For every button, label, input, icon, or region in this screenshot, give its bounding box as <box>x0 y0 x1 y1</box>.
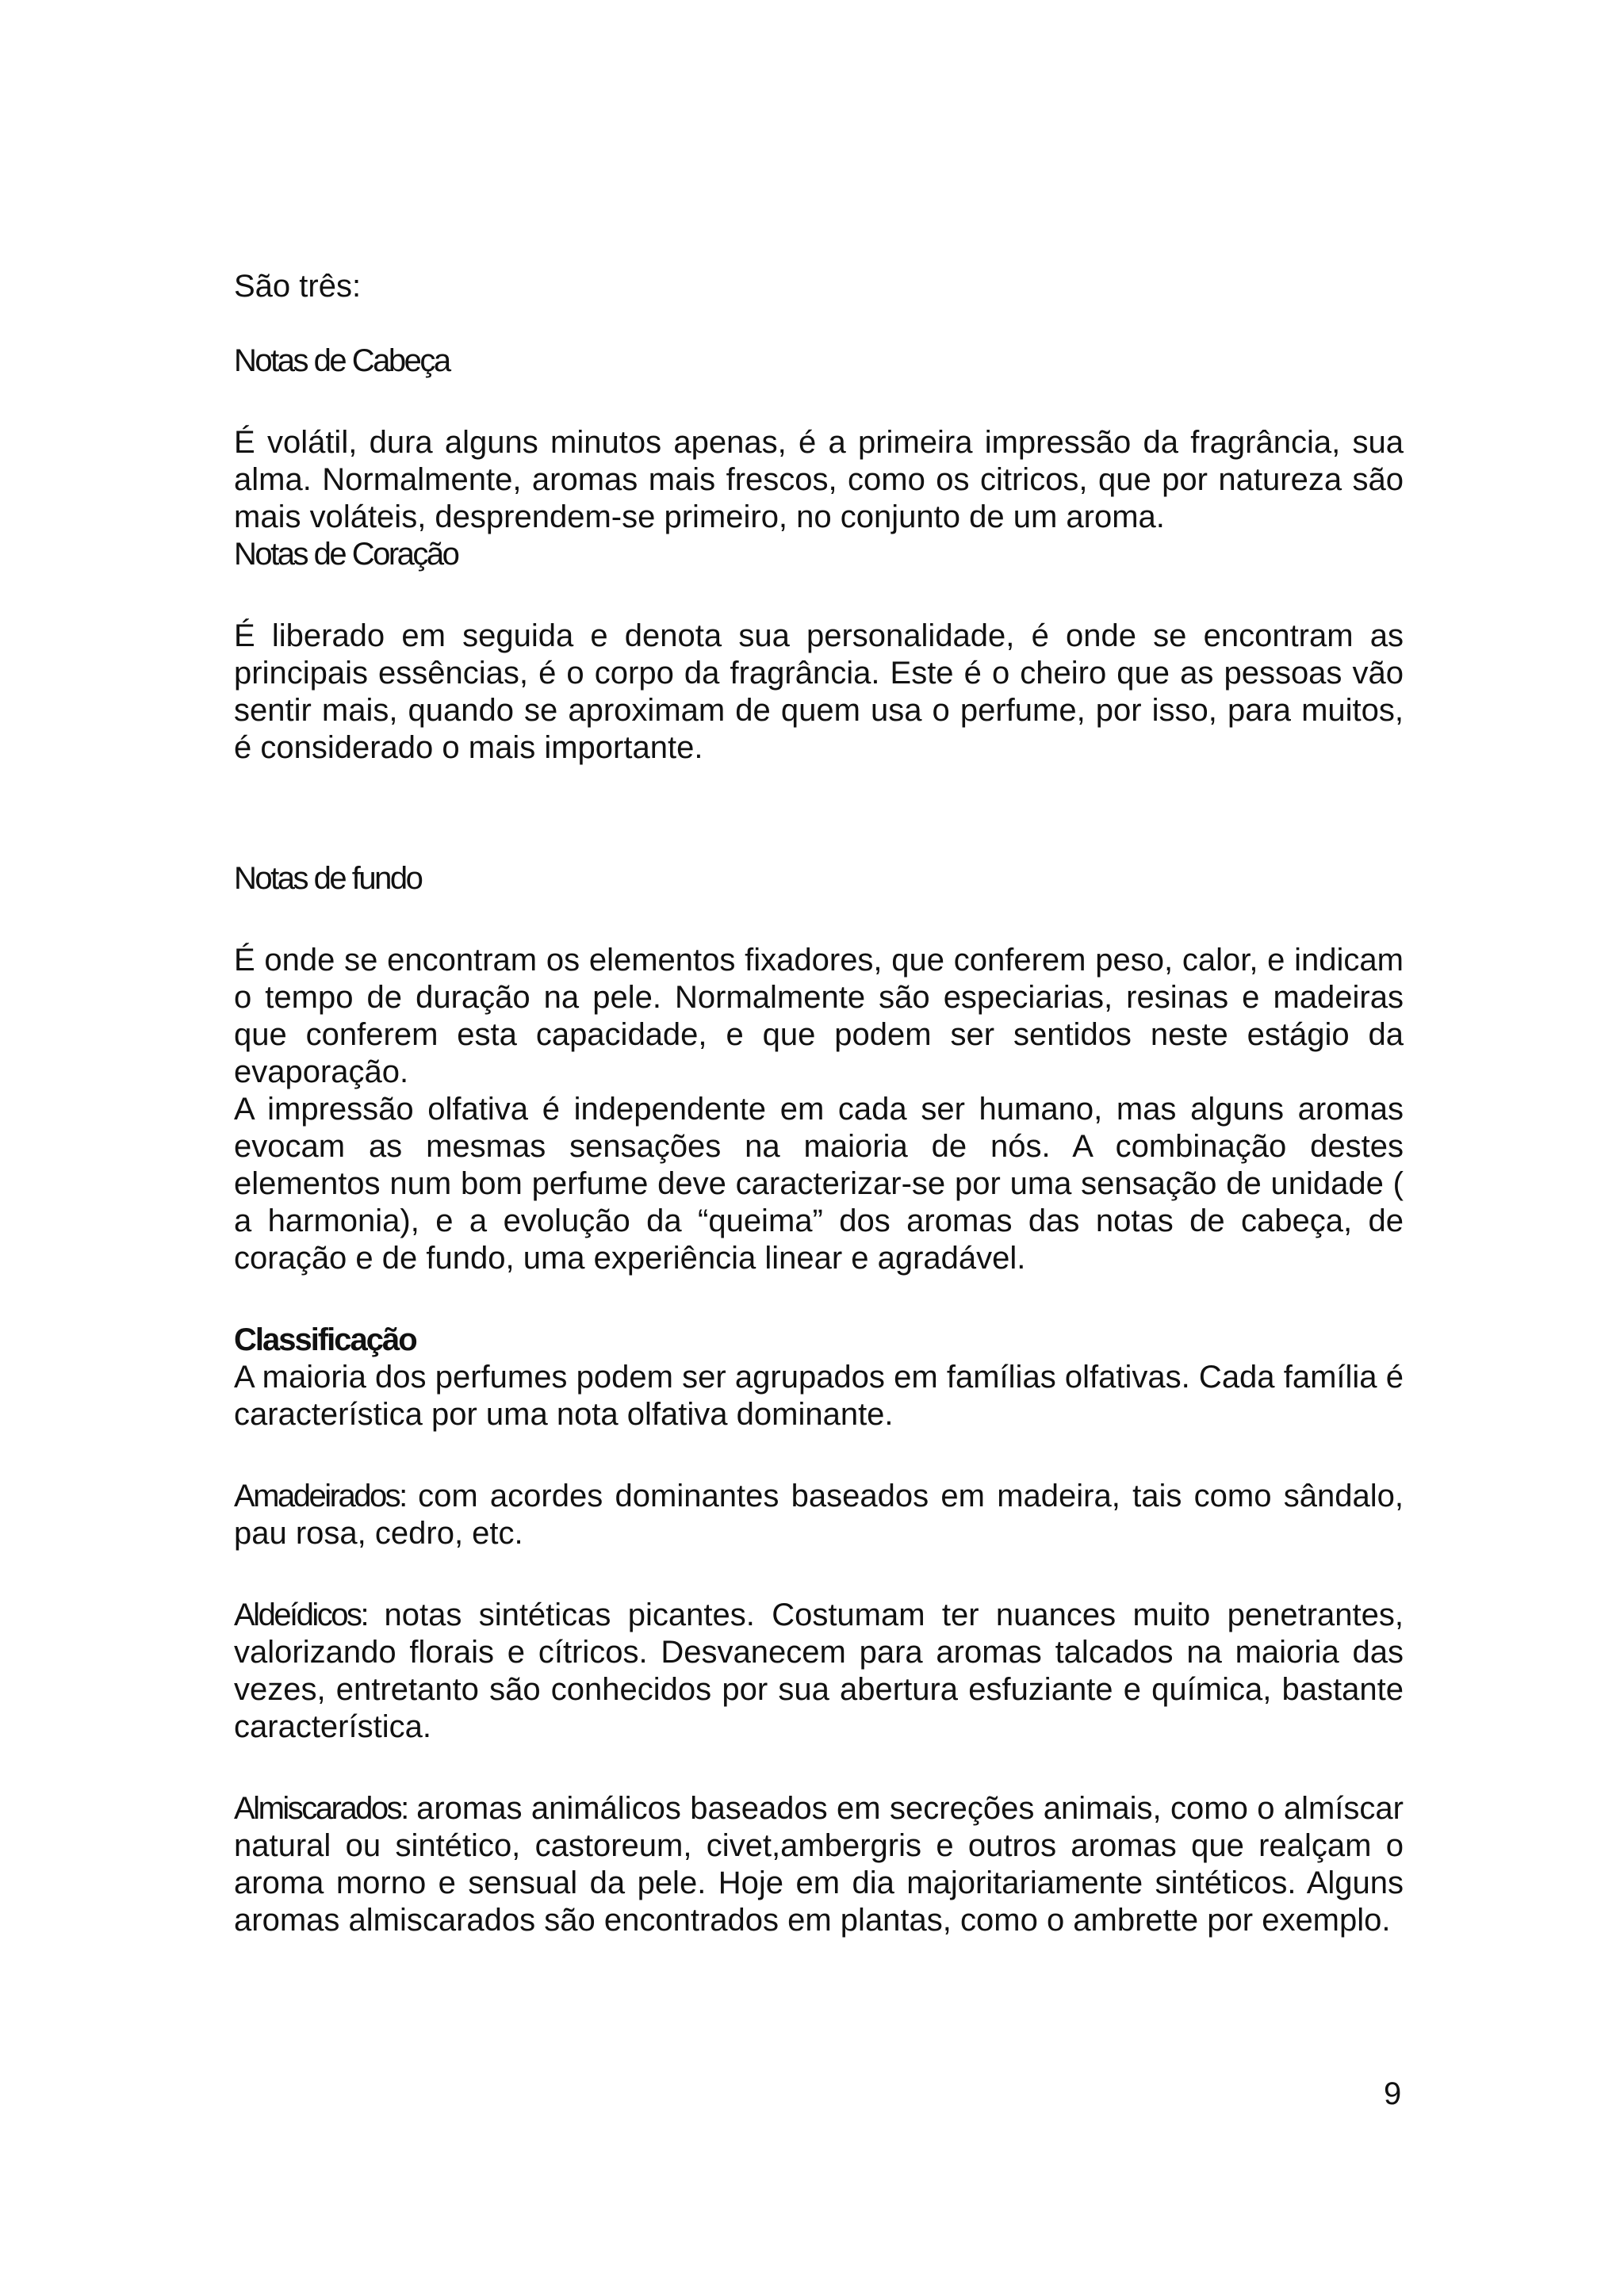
family-term: Aldeídicos: <box>234 1598 368 1632</box>
paragraph-classificacao: A maioria dos perfumes podem ser agrupados em famílias olfativas. Cada família é característica por uma nota olfativa dominante. <box>234 1360 1404 1432</box>
family-term: Almiscarados: <box>234 1791 408 1826</box>
heading-notas-coracao: Notas de Coração <box>234 537 458 572</box>
paragraph-notas-cabeca: É volátil, dura alguns minutos apenas, é a primeira impressão da fragrância, sua alma. Normalmente, aromas mais frescos, como os citricos, que por natureza são mais voláteis, desprendem-se primeiro, no conjunto de um aroma. <box>234 425 1404 534</box>
intro-text: São três: <box>234 269 362 304</box>
family-almiscarados <box>234 1790 1404 1939</box>
page-content <box>234 268 1404 1939</box>
heading-notas-fundo: Notas de fundo <box>234 861 422 896</box>
paragraph-notas-fundo: É onde se encontram os elementos fixadores, que conferem peso, calor, e indicam o tempo de duração na pele. Normalmente são especiarias, resinas e madeiras que conferem esta capacidade, e que podem ser sentidos neste estágio da evaporação. <box>234 943 1404 1089</box>
family-term: Amadeirados: <box>234 1479 406 1513</box>
family-description: aromas animálicos baseados em secreções animais, como o almíscar natural ou sintético, castoreum, civet,ambergris e outros aromas que realçam o aroma morno e sensual da pele. Hoje em dia majoritariamente sintéticos. Alguns aromas almiscarados são encontrados em plantas, como o ambrette por exemplo. <box>234 1791 1404 1938</box>
family-aldeidicos <box>234 1597 1404 1746</box>
family-description: notas sintéticas picantes. Costumam ter nuances muito penetrantes, valorizando florais e cítricos. Desvanecem para aromas talcados na maioria das vezes, entretanto são conhecidos por sua abertura esfuziante e química, bastante característica. <box>234 1598 1404 1744</box>
paragraph-impressao-olfativa: A impressão olfativa é independente em cada ser humano, mas alguns aromas evocam as mesmas sensações na maioria de nós. A combinação destes elementos num bom perfume deve caracterizar-se por uma sensação de unidade ( a harmonia), e a evolução da “queima” dos aromas das notas de cabeça, de coração e de fundo, uma experiência linear e agradável. <box>234 1092 1404 1276</box>
family-amadeirados <box>234 1478 1404 1552</box>
page-number: 9 <box>1384 2076 1402 2111</box>
family-description: com acordes dominantes baseados em madeira, tais como sândalo, pau rosa, cedro, etc. <box>234 1479 1404 1551</box>
paragraph-notas-coracao: É liberado em seguida e denota sua personalidade, é onde se encontram as principais essências, é o corpo da fragrância. Este é o cheiro que as pessoas vão sentir mais, quando se aproximam de quem usa o perfume, por isso, para muitos, é considerado o mais importante. <box>234 618 1404 765</box>
heading-notas-cabeca: Notas de Cabeça <box>234 343 450 378</box>
heading-classificacao: Classificação <box>234 1322 416 1357</box>
